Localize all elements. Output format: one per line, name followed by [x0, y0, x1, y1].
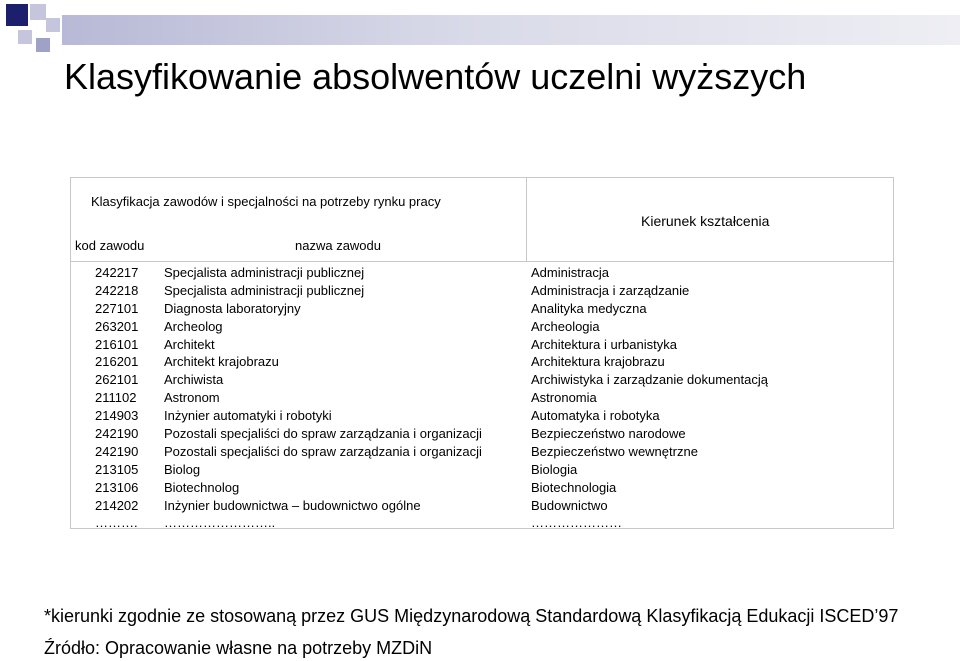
header-gradient-band	[62, 15, 960, 45]
table-row	[71, 407, 893, 425]
decorative-square	[30, 4, 46, 20]
row-direction: Administracja	[531, 265, 610, 280]
row-name: Pozostali specjaliści do spraw zarządzania i organizacji	[164, 443, 482, 459]
row-code: 213105	[95, 461, 139, 477]
row-name: Astronom	[164, 390, 220, 406]
row-code: 242217	[95, 265, 139, 280]
row-direction: Archiwistyka i zarządzanie dokumentacją	[531, 372, 768, 388]
source-note: Źródło: Opracowanie własne na potrzeby MZDiN	[44, 638, 433, 658]
table-row	[71, 336, 893, 354]
row-direction: Analityka medyczna	[531, 300, 647, 316]
row-code: 211102	[95, 390, 137, 406]
row-direction: Astronomia	[531, 390, 597, 406]
decorative-square	[6, 4, 28, 26]
slide-title: Klasyfikowanie absolwentów uczelni wyższych	[64, 56, 807, 97]
row-name: Architekt krajobrazu	[164, 354, 279, 370]
row-direction: Architektura i urbanistyka	[531, 336, 677, 352]
row-name: Inżynier budownictwa – budownictwo ogólne	[164, 497, 421, 513]
row-direction: Biotechnologia	[531, 479, 617, 495]
table-row	[71, 425, 893, 443]
header-decoration	[0, 0, 960, 60]
table-row	[71, 264, 893, 282]
row-code: 242190	[95, 443, 139, 459]
table-row	[71, 300, 893, 318]
row-name: Specjalista administracji publicznej	[164, 265, 365, 280]
row-code: 213106	[95, 479, 139, 495]
row-code: 214202	[95, 497, 139, 513]
row-direction: Biologia	[531, 461, 578, 477]
table-header-classification	[71, 178, 527, 262]
row-code: 216101	[95, 336, 139, 352]
row-direction: Bezpieczeństwo narodowe	[531, 426, 686, 442]
header-direction-label: Kierunek kształcenia	[641, 213, 770, 229]
row-name: Architekt	[164, 336, 215, 352]
table-row	[71, 389, 893, 407]
row-name: Biotechnolog	[164, 479, 240, 495]
table-row	[71, 318, 893, 336]
table-row	[71, 371, 893, 389]
row-name: Biolog	[164, 461, 201, 477]
row-code: ……….	[95, 515, 138, 531]
footnote: *kierunki zgodnie ze stosowaną przez GUS Międzynarodową Standardową Klasyfikacją Edukacji ISCED’97	[44, 606, 899, 626]
table-row	[71, 443, 893, 461]
row-direction: …………………	[531, 515, 622, 531]
table-row	[71, 461, 893, 479]
decorative-square	[46, 18, 60, 32]
row-name: Inżynier automatyki i robotyki	[164, 408, 332, 424]
decorative-square	[36, 38, 50, 52]
row-code: 216201	[95, 354, 139, 370]
row-code: 214903	[95, 408, 139, 424]
row-name: Pozostali specjaliści do spraw zarządzania i organizacji	[164, 426, 482, 442]
row-code: 227101	[95, 300, 139, 316]
row-direction: Bezpieczeństwo wewnętrzne	[531, 443, 698, 459]
table-row	[71, 353, 893, 371]
row-name: ……………………..	[164, 515, 276, 531]
classification-table	[70, 177, 894, 529]
decorative-square	[18, 30, 32, 44]
row-name: Archiwista	[164, 372, 224, 388]
row-name: Diagnosta laboratoryjny	[164, 300, 301, 316]
table-row	[71, 514, 893, 532]
row-direction: Archeologia	[531, 318, 600, 334]
row-code: 262101	[95, 372, 139, 388]
table-row	[71, 282, 893, 300]
row-direction: Automatyka i robotyka	[531, 408, 660, 424]
row-code: 242218	[95, 282, 139, 298]
row-name: Archeolog	[164, 318, 223, 334]
header-name-label: nazwa zawodu	[295, 238, 381, 253]
row-direction: Administracja i zarządzanie	[531, 282, 690, 298]
header-code-label: kod zawodu	[75, 238, 145, 253]
row-direction: Architektura krajobrazu	[531, 354, 665, 370]
row-code: 242190	[95, 426, 139, 442]
row-code: 263201	[95, 318, 139, 334]
header-main-label: Klasyfikacja zawodów i specjalności na potrzeby rynku pracy	[91, 194, 441, 209]
row-direction: Budownictwo	[531, 497, 608, 513]
row-name: Specjalista administracji publicznej	[164, 282, 365, 298]
table-row	[71, 479, 893, 497]
table-row	[71, 497, 893, 515]
table-header-direction	[527, 178, 893, 262]
table-body	[71, 264, 893, 532]
